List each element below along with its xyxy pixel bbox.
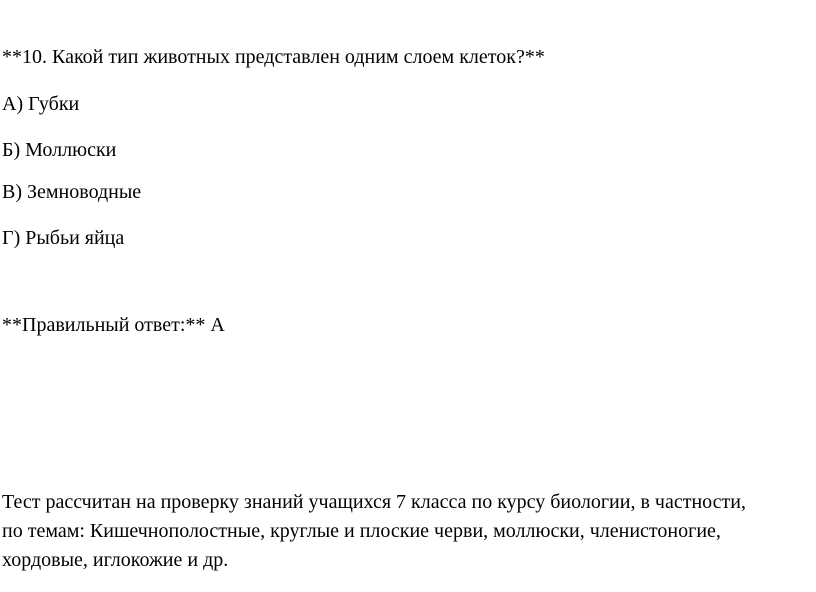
description-line: хордовые, иглокожие и др.	[2, 549, 229, 571]
description-line: по темам: Кишечнополостные, круглые и плоские черви, моллюски, членистоногие,	[2, 520, 721, 542]
test-description	[2, 488, 814, 575]
option-d: Г) Рыбьи яйца	[2, 227, 125, 249]
description-line: Тест рассчитан на проверку знаний учащихся 7 класса по курсу биологии, в частности,	[2, 491, 746, 513]
option-b: Б) Моллюски	[2, 139, 117, 161]
option-a: А) Губки	[2, 93, 80, 115]
correct-answer: **Правильный ответ:** А	[2, 314, 225, 336]
question-title: **10. Какой тип животных представлен одним слоем клеток?**	[2, 46, 545, 68]
option-c: В) Земноводные	[2, 181, 142, 203]
